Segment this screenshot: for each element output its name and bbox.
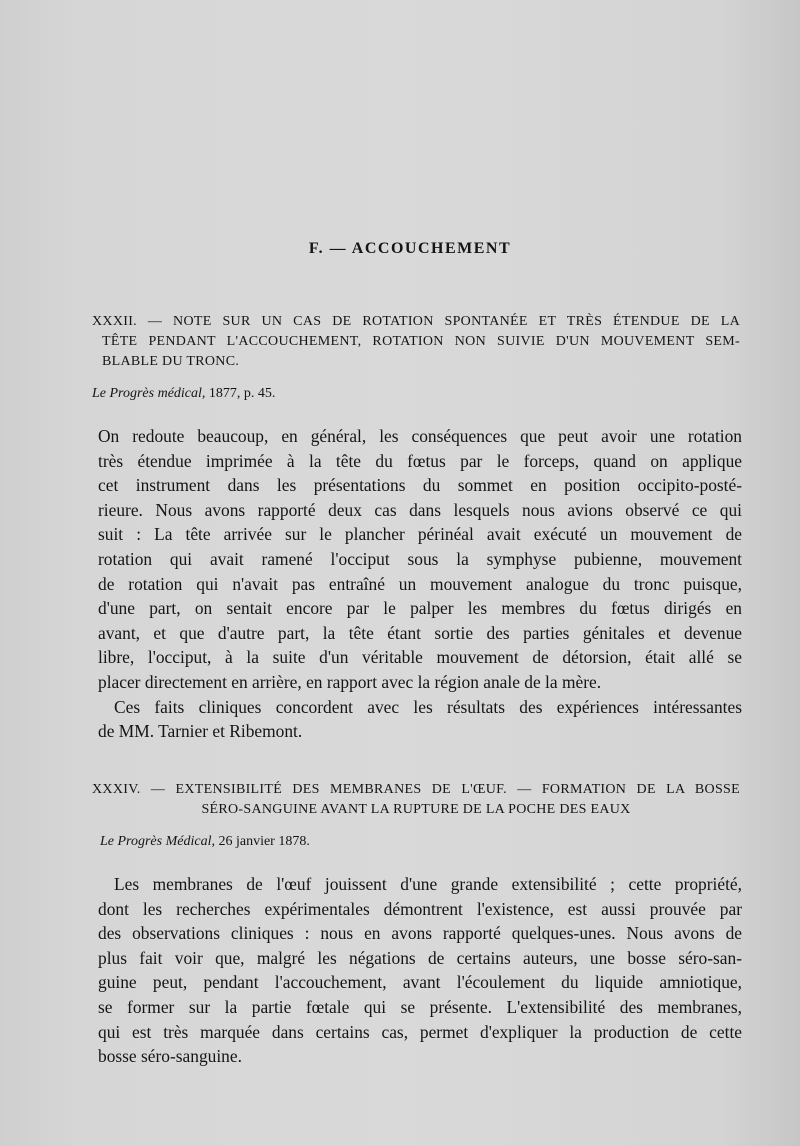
article-1-body [82,424,742,744]
text-line: dont les recherches expérimentales démontrent l'existence, est aussi prouvée par [98,898,742,919]
text-line: rotation qui avait ramené l'occiput sous la symphyse pubienne, mouvement [98,548,742,569]
article-1-title-line: BLABLE DU TRONC. [102,354,240,369]
text-line: guine peut, pendant l'accouchement, avant l'écoulement du liquide amniotique, [98,972,742,993]
text-line: rieure. Nous avons rapporté deux cas dans lesquels nous avions observé ce qui [98,499,742,520]
text-line: avant, et que d'autre part, la tête étant sortie des parties génitales et devenue [98,622,742,643]
text-line: suit : La tête arrivée sur le plancher périnéal avait exécuté un mouvement de [98,524,742,545]
text-line: se former sur la partie fœtale qui se présente. L'extensibilité des membranes, [98,996,742,1017]
article-2-title-line: XXXIV. — EXTENSIBILITÉ DES MEMBRANES DE L'ŒUF. — FORMATION DE LA BOSSE [92,782,740,797]
text-line: plus fait voir que, malgré les négations de certains auteurs, une bosse séro-san- [98,947,742,968]
section-heading: F. — ACCOUCHEMENT [308,240,512,257]
paragraph [82,872,742,1069]
article-1-source-detail: 1877, p. 45. [208,386,276,401]
text-line: placer directement en arrière, en rapport avec la région anale de la mère. [98,671,602,692]
article-1-title-line: XXXII. — NOTE SUR UN CAS DE ROTATION SPONTANÉE ET TRÈS ÉTENDUE DE LA [92,314,740,329]
article-1-title [92,312,740,372]
text-line: Ces faits cliniques concordent avec les résultats des expériences intéressantes [114,696,742,717]
article-2-title-line: SÉRO-SANGUINE AVANT LA RUPTURE DE LA POCHE DES EAUX [201,802,631,817]
article-1-source [92,386,275,402]
article-2-body [82,872,742,1069]
text-line: libre, l'occiput, à la suite d'un véritable mouvement de détorsion, était allé se [98,647,742,668]
text-line: de MM. Tarnier et Ribemont. [98,721,303,742]
text-line: d'une part, on sentait encore par le palper les membres du fœtus dirigés en [98,598,742,619]
paragraph [82,695,742,744]
text-line: Les membranes de l'œuf jouissent d'une grande extensibilité ; cette propriété, [114,874,742,894]
article-2-source-journal: Le Progrès Médical, [100,834,215,849]
text-line: de rotation qui n'avait pas entraîné un mouvement analogue du tronc puisque, [98,573,742,594]
text-line: bosse séro-sanguine. [98,1046,242,1067]
article-2-title [92,780,740,820]
text-line: qui est très marquée dans certains cas, permet d'expliquer la production de cette [98,1021,742,1042]
text-line: On redoute beaucoup, en général, les conséquences que peut avoir une rotation [98,426,742,446]
text-line: cet instrument dans les présentations du sommet en position occipito-posté- [98,475,742,496]
text-line: des observations cliniques : nous en avons rapporté quelques-unes. Nous avons de [98,923,742,944]
article-1-source-journal: Le Progrès médical, [92,386,206,401]
paragraph [82,424,742,695]
article-1-title-line: TÊTE PENDANT L'ACCOUCHEMENT, ROTATION NON SUIVIE D'UN MOUVEMENT SEM- [102,334,740,349]
text-line: très étendue imprimée à la tête du fœtus par le forceps, quand on applique [98,450,742,471]
article-2-source [100,834,310,850]
article-2-source-detail: 26 janvier 1878. [218,834,310,849]
